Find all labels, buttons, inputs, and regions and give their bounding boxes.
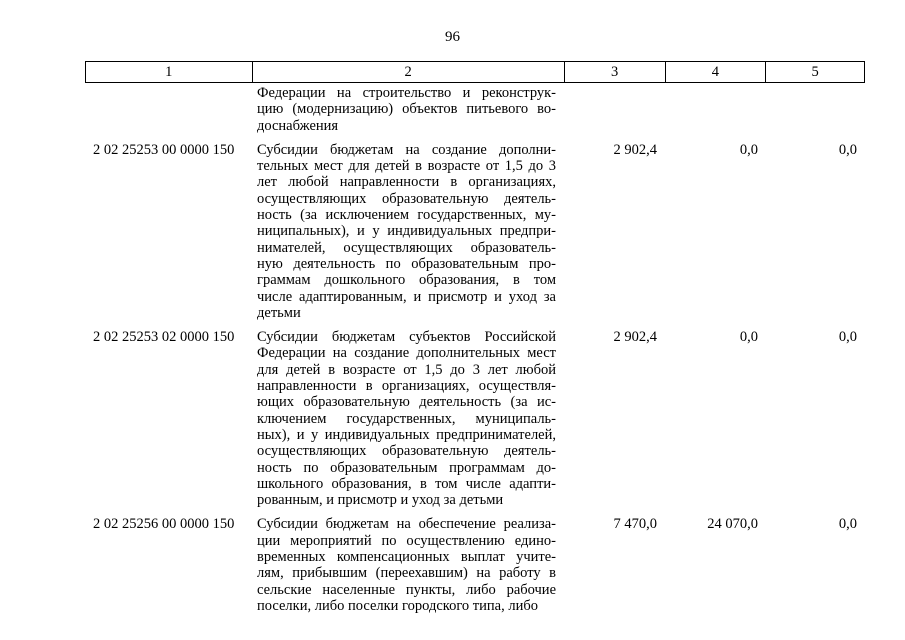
table-row <box>85 329 865 508</box>
description-line: ниципальных), и у индивидуальных предпри- <box>257 223 556 240</box>
amount-v4: 0,0 <box>739 141 758 158</box>
description-line: для детей в возрасте от 1,5 до 3 лет любой <box>257 361 556 378</box>
table-row <box>85 516 865 614</box>
budget-code: 2 02 25256 00 0000 150 <box>93 516 235 533</box>
income-description <box>251 516 564 614</box>
description-line: временных компенсационных выплат учите- <box>257 549 556 566</box>
amount-v5: 0,0 <box>838 329 857 346</box>
description-line: Субсидии бюджетам субъектов Российской <box>257 329 556 346</box>
description-line: ции мероприятий по осуществлению едино- <box>257 532 556 549</box>
header-col-4: 4 <box>665 62 766 82</box>
description-line: школьного образования, в том числе адапти- <box>257 475 556 492</box>
description-line: детьми <box>257 304 301 321</box>
description-line: ключением государственных, муниципаль- <box>257 410 556 427</box>
description-line: Федерации на создание дополнительных мест <box>257 345 556 362</box>
income-description <box>251 142 564 321</box>
description-line: лет любой направленности в организациях, <box>257 174 556 191</box>
budget-code: 2 02 25253 02 0000 150 <box>93 329 235 346</box>
description-line: доснабжения <box>257 117 339 134</box>
description-line: осуществляющих образовательную деятель- <box>257 190 556 207</box>
description-line: числе адаптированным, и присмотр и уход за <box>257 288 556 305</box>
description-line: ных), и у индивидуальных предпринимателей, <box>257 426 556 443</box>
description-line: нимателей, осуществляющих образователь- <box>257 239 556 256</box>
description-line: рованным, и присмотр и уход за детьми <box>257 492 504 509</box>
description-line: Субсидии бюджетам на создание дополни- <box>257 141 556 158</box>
description-line: направленности в организациях, осуществля- <box>257 378 556 395</box>
amount-v5: 0,0 <box>838 141 857 158</box>
header-col-1: 1 <box>165 64 173 80</box>
amount-v4: 24 070,0 <box>707 516 758 533</box>
page-number: 96 <box>445 29 460 45</box>
description-line: ющих образовательную деятельность (за ис- <box>257 394 556 411</box>
table-body <box>85 85 865 614</box>
table-row <box>85 85 865 134</box>
description-line: ность по образовательным программам до- <box>257 459 556 476</box>
amount-v5: 0,0 <box>838 516 857 533</box>
budget-code: 2 02 25253 00 0000 150 <box>93 141 235 158</box>
header-col-5: 5 <box>765 62 864 82</box>
table-header-row <box>85 61 865 83</box>
description-line: осуществляющих образовательную деятель- <box>257 443 556 460</box>
description-line: лям, прибывшим (переехавшим) на работу в <box>257 565 556 582</box>
amount-v3: 2 902,4 <box>613 141 657 158</box>
amount-v3: 7 470,0 <box>613 516 657 533</box>
description-line: Субсидии бюджетам на обеспечение реализа- <box>257 516 556 533</box>
description-line: тельных мест для детей в возрасте от 1,5 до 3 <box>257 158 556 175</box>
description-line: граммам дошкольного образования, в том <box>257 272 556 289</box>
description-line: ную деятельность по образовательным про- <box>257 255 556 272</box>
description-line: цию (модернизацию) объектов питьевого во- <box>257 101 556 118</box>
table-row <box>85 142 865 321</box>
description-line: поселки, либо поселки городского типа, либо <box>257 597 538 614</box>
income-description <box>251 329 564 508</box>
description-line: ность (за исключением государственных, му- <box>257 207 556 224</box>
income-description <box>251 85 564 134</box>
amount-v3: 2 902,4 <box>613 329 657 346</box>
amount-v4: 0,0 <box>739 329 758 346</box>
description-line: Федерации на строительство и реконструк- <box>257 85 556 101</box>
header-col-2: 2 <box>252 62 564 82</box>
description-line: сельские населенные пункты, либо рабочие <box>257 581 556 598</box>
header-col-3: 3 <box>564 62 665 82</box>
